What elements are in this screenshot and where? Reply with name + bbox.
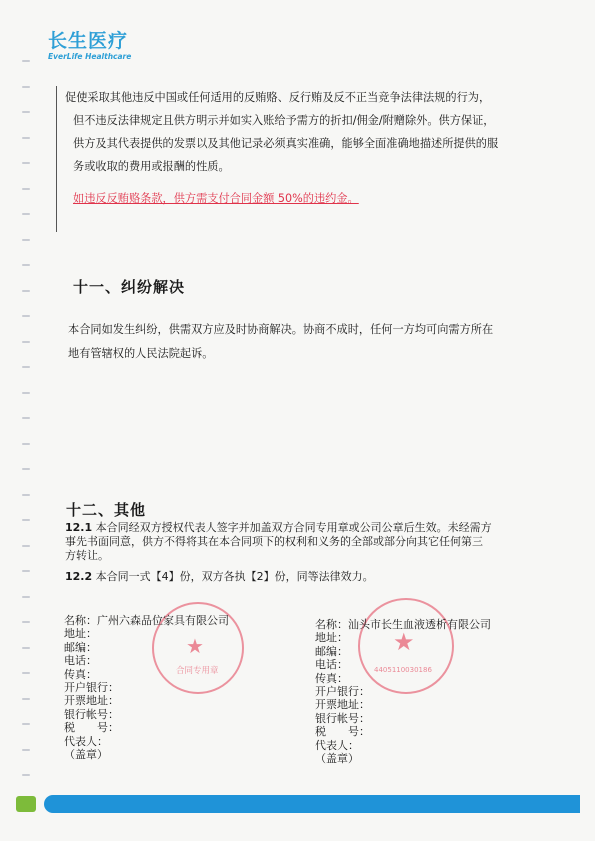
party-field: 代表人：: [315, 738, 359, 752]
seal-text: 合同专用章: [176, 666, 219, 676]
binding-hole: [22, 494, 30, 496]
binding-hole: [22, 86, 30, 88]
clause-12-1: [65, 521, 535, 563]
binding-hole: [22, 672, 30, 674]
binding-hole: [22, 519, 30, 521]
logo-chinese-text: 长生医疗: [48, 30, 129, 52]
seal-star-icon: ★: [186, 634, 204, 658]
body-line: 本合同如发生纠纷，供需双方应及时协商解决。协商不成时，任何一方均可向需方所在: [68, 323, 494, 336]
supplier-info-block: [315, 618, 491, 765]
section-11-body: [68, 318, 538, 366]
seal-code: 4405110030186: [374, 666, 432, 674]
binding-hole: [22, 392, 30, 394]
binding-hole: [22, 341, 30, 343]
binding-hole: [22, 621, 30, 623]
binding-hole: [22, 111, 30, 113]
party-field: （盖章）: [64, 747, 108, 761]
anti-bribery-paragraph-block: [56, 86, 537, 232]
party-field: 电话：: [315, 658, 348, 672]
paragraph-line: 促使采取其他违反中国或任何适用的反贿赂、反行贿及反不正当竞争法律法规的行为，: [65, 91, 491, 104]
binding-hole: [22, 417, 30, 419]
party-name-value: 汕头市长生血液透析有限公司: [348, 618, 491, 631]
party-field: 传真：: [64, 667, 97, 681]
binding-hole: [22, 596, 30, 598]
party-name-value: 广州六森品位家具有限公司: [97, 614, 229, 627]
party-field: 开户银行：: [315, 684, 370, 698]
binding-hole: [22, 60, 30, 62]
binding-hole: [22, 290, 30, 292]
clause-text: 事先书面同意，供方不得将其在本合同项下的权利和义务的全部或部分向其它任何第三: [65, 535, 483, 548]
paragraph-line: 供方及其代表提供的发票以及其他记录必须真实准确，能够全面准确地描述所提供的服: [73, 137, 499, 150]
logo-english-text: EverLife Healthcare: [48, 52, 132, 61]
party-field: 银行帐号：: [64, 707, 119, 721]
paragraph-line: 但不违反法律规定且供方明示并如实入账给予需方的折扣/佣金/附赠除外。供方保证，: [73, 114, 495, 127]
company-logo: [48, 30, 144, 70]
clause-text: 方转让。: [65, 549, 109, 562]
binding-hole: [22, 137, 30, 139]
binding-hole: [22, 698, 30, 700]
party-field: 开票地址：: [315, 698, 370, 712]
binding-hole: [22, 366, 30, 368]
section-12-title: 十二、其他: [66, 501, 147, 519]
binding-hole: [22, 723, 30, 725]
party-field: 邮编：: [64, 640, 97, 654]
party-name-label: 名称：: [64, 614, 97, 627]
section-11-title: 十一、纠纷解决: [73, 278, 186, 296]
penalty-clause-red: 如违反反贿赂条款，供方需支付合同金额 50%的违约金。: [73, 192, 359, 205]
binding-hole: [22, 749, 30, 751]
party-field: 银行帐号：: [315, 711, 370, 725]
party-field: 地址：: [315, 631, 348, 645]
clause-text: 本合同一式【4】份，双方各执【2】份，同等法律效力。: [92, 570, 374, 583]
party-name-row: [64, 614, 229, 627]
binding-hole: [22, 545, 30, 547]
binding-hole: [22, 774, 30, 776]
page-corner-marker: [16, 796, 36, 812]
binding-hole: [22, 315, 30, 317]
anti-bribery-paragraph: [65, 86, 525, 178]
footer-bar: [44, 795, 580, 813]
party-field: 代表人：: [64, 734, 108, 748]
paragraph-line: 务或收取的费用或报酬的性质。: [73, 160, 230, 173]
party-field: 地址：: [64, 627, 97, 641]
binding-hole: [22, 443, 30, 445]
party-field: 传真：: [315, 671, 348, 685]
clause-text: 本合同经双方授权代表人签字并加盖双方合同专用章或公司公章后生效。未经需方: [92, 521, 492, 534]
binding-hole: [22, 162, 30, 164]
seal-star-icon: ★: [393, 628, 415, 656]
binding-hole: [22, 468, 30, 470]
binding-holes: [22, 60, 34, 820]
party-field: 开户银行：: [64, 680, 119, 694]
party-field: 税 号：: [64, 721, 119, 735]
buyer-info-block: [64, 614, 229, 761]
binding-hole: [22, 188, 30, 190]
body-line: 地有管辖权的人民法院起诉。: [68, 347, 214, 360]
clause-number: 12.1: [65, 521, 93, 534]
party-name-label: 名称：: [315, 618, 348, 631]
party-field: （盖章）: [315, 751, 359, 765]
binding-hole: [22, 264, 30, 266]
party-field: 电话：: [64, 654, 97, 668]
party-name-row: [315, 618, 491, 631]
clause-12-2: [65, 570, 535, 584]
party-field: 开票地址：: [64, 694, 119, 708]
binding-hole: [22, 647, 30, 649]
binding-hole: [22, 570, 30, 572]
binding-hole: [22, 239, 30, 241]
binding-hole: [22, 213, 30, 215]
party-field: 税 号：: [315, 725, 370, 739]
party-field: 邮编：: [315, 644, 348, 658]
clause-number: 12.2: [65, 570, 93, 583]
